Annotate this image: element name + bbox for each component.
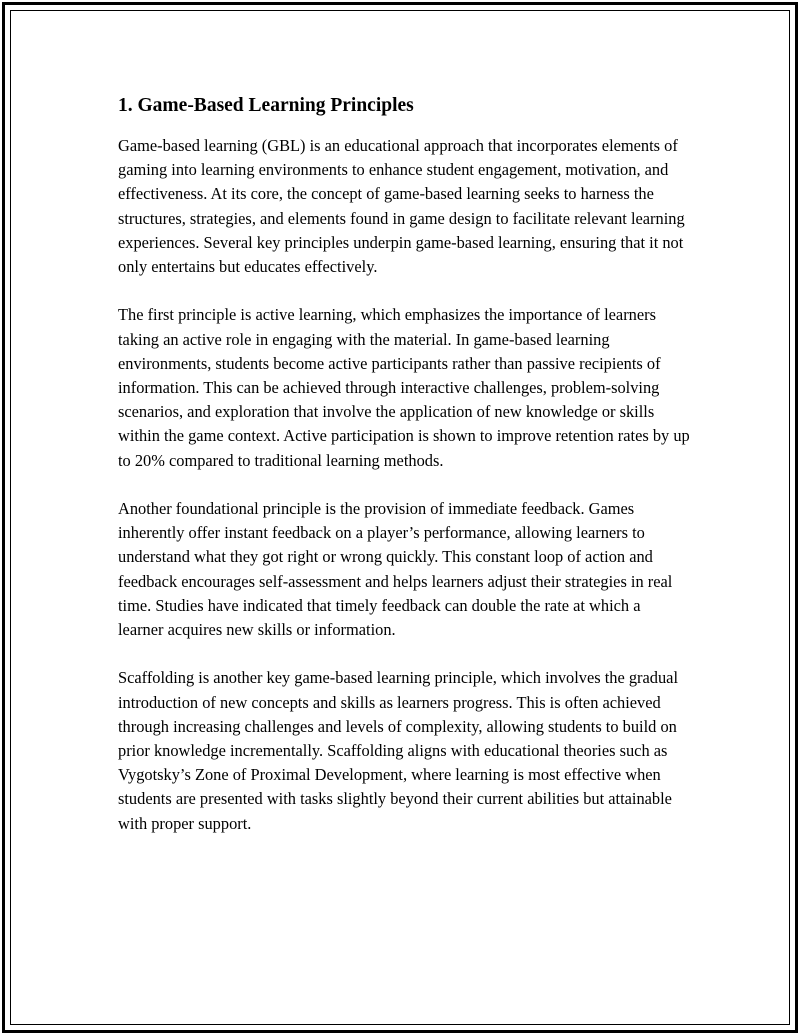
document-body xyxy=(118,94,690,860)
paragraph-immediate-feedback: Another foundational principle is the provision of immediate feedback. Games inherently offer instant feedback on a player’s performance, allowing learners to understand what they got right or wrong quickly. This constant loop of action and feedback encourages self-assessment and helps learners adjust their strategies in real time. Studies have indicated that timely feedback can double the rate at which a learner acquires new skills or information. xyxy=(118,499,673,640)
paragraph-active-learning: The first principle is active learning, which emphasizes the importance of learners taking an active role in engaging with the material. In game-based learning environments, students become active participants rather than passive recipients of information. This can be achieved through interactive challenges, problem-solving scenarios, and exploration that involve the application of new knowledge or skills within the game context. Active participation is shown to improve retention rates by up to 20% compared to traditional learning methods. xyxy=(118,305,690,470)
section-heading: 1. Game-Based Learning Principles xyxy=(118,95,414,116)
paragraph-intro: Game-based learning (GBL) is an educational approach that incorporates elements of gaming into learning environments to enhance student engagement, motivation, and effectiveness. At its core, the concept of game-based learning seeks to harness the structures, strategies, and elements found in game design to facilitate relevant learning experiences. Several key principles underpin game-based learning, ensuring that it not only entertains but educates effectively. xyxy=(118,136,685,277)
paragraph-scaffolding: Scaffolding is another key game-based learning principle, which involves the gradual introduction of new concepts and skills as learners progress. This is often achieved through increasing challenges and levels of complexity, allowing students to build on prior knowledge incrementally. Scaffolding aligns with educational theories such as Vygotsky’s Zone of Proximal Development, where learning is most effective when students are presented with tasks slightly beyond their current abilities but attainable with proper support. xyxy=(118,668,678,833)
